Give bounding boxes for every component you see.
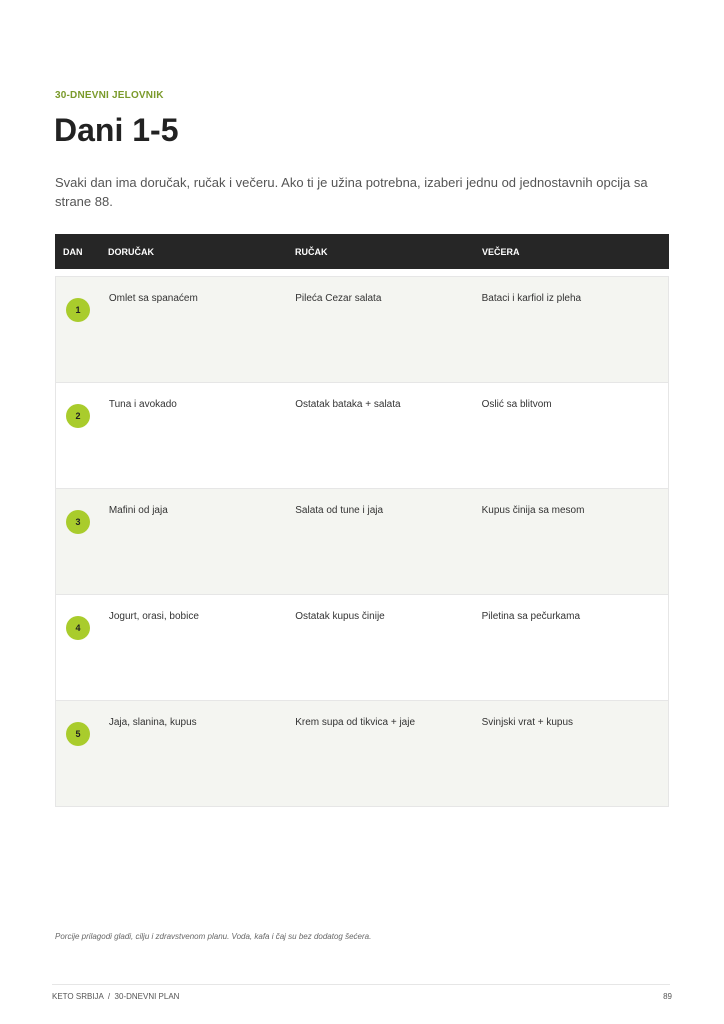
footer-breadcrumb: KETO SRBIJA / 30-DNEVNI PLAN — [52, 992, 180, 1001]
breakfast-cell: Mafini od jaja — [108, 505, 168, 516]
table-row — [56, 594, 668, 700]
lunch-cell: Ostatak kupus činije — [295, 611, 385, 622]
day-badge: 1 — [66, 298, 90, 322]
breakfast-cell: Tuna i avokado — [108, 399, 177, 410]
lunch-cell: Salata od tune i jaja — [295, 505, 384, 516]
dinner-cell: Bataci i karfiol iz pleha — [481, 293, 582, 304]
lunch-cell: Pileća Cezar salata — [295, 293, 382, 304]
meal-plan-table — [55, 234, 669, 807]
table-body — [55, 276, 669, 807]
table-row — [56, 276, 668, 382]
day-badge: 5 — [66, 722, 90, 746]
dinner-cell: Svinjski vrat + kupus — [481, 717, 574, 728]
lunch-cell: Ostatak bataka + salata — [295, 399, 401, 410]
day-badge: 2 — [66, 404, 90, 428]
table-row — [56, 700, 668, 806]
column-header-breakfast: DORUČAK — [108, 246, 154, 257]
section-eyebrow: 30-DNEVNI JELOVNIK — [55, 90, 164, 101]
breakfast-cell: Jaja, slanina, kupus — [108, 717, 197, 728]
column-header-dinner: VEČERA — [482, 246, 520, 257]
breakfast-cell: Jogurt, orasi, bobice — [108, 611, 199, 622]
day-badge: 4 — [66, 616, 90, 640]
footnote: Porcije prilagodi gladi, cilju i zdravstvenom planu. Voda, kafa i čaj su bez dodatog šećera. — [55, 932, 372, 941]
table-header — [55, 234, 669, 269]
page-number: 89 — [663, 992, 672, 1001]
dinner-cell: Piletina sa pečurkama — [481, 611, 581, 622]
intro-text: Svaki dan ima doručak, ručak i večeru. Ako ti je užina potrebna, izaberi jednu od jednostavnih opcija sa strane 88. — [55, 175, 648, 209]
dinner-cell: Oslić sa blitvom — [481, 399, 552, 410]
page-title: Dani 1-5 — [54, 112, 179, 148]
footer-divider — [52, 984, 670, 985]
dinner-cell: Kupus činija sa mesom — [481, 505, 585, 516]
column-header-lunch: RUČAK — [295, 246, 328, 257]
table-row — [56, 382, 668, 488]
lunch-cell: Krem supa od tikvica + jaje — [295, 717, 416, 728]
breakfast-cell: Omlet sa spanaćem — [108, 293, 198, 304]
column-header-day: DAN — [63, 246, 83, 257]
table-row — [56, 488, 668, 594]
day-badge: 3 — [66, 510, 90, 534]
